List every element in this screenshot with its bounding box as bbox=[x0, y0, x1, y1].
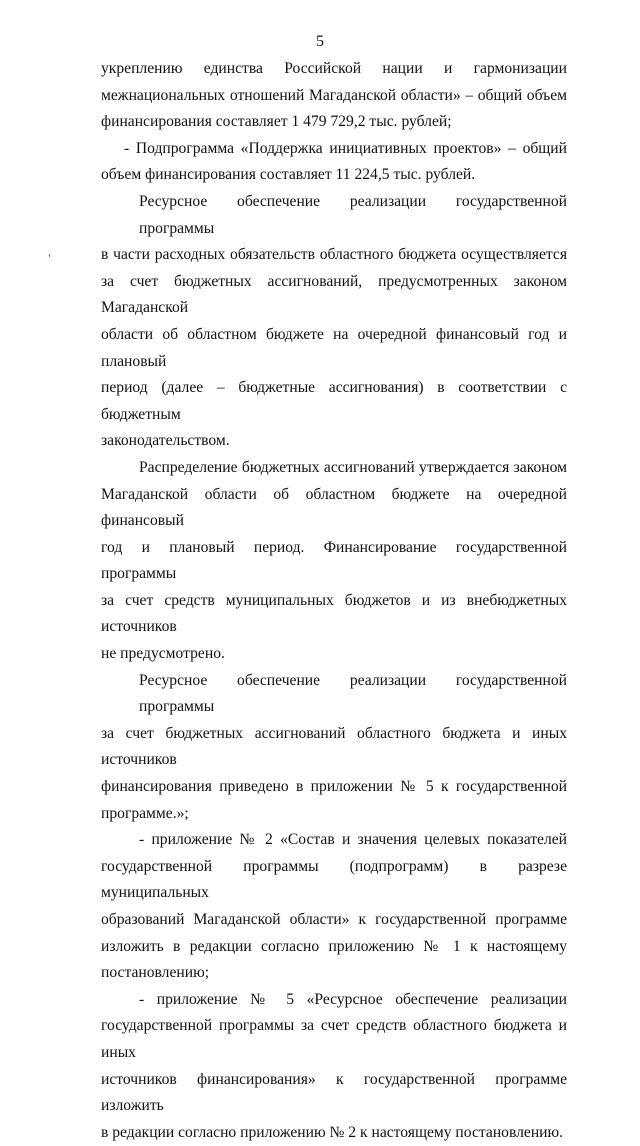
text-line: межнациональных отношений Магаданской области» – общий объем bbox=[101, 86, 567, 104]
paragraph-2 bbox=[101, 136, 567, 189]
text-line: не предусмотрено. bbox=[101, 645, 225, 663]
text-line: постановлению; bbox=[101, 964, 210, 982]
text-line: финансирования приведено в приложении № 5 к государственной bbox=[101, 778, 567, 796]
text-line: источников финансирования» к государственной программе изложить bbox=[101, 1070, 567, 1115]
scan-mark bbox=[49, 254, 50, 257]
text-line: программе.»; bbox=[101, 804, 189, 822]
text-line: финансирования составляет 1 479 729,2 тыс. рублей; bbox=[101, 113, 452, 131]
page-number: 5 bbox=[316, 33, 324, 50]
text-line: области об областном бюджете на очередной финансовый год и плановый bbox=[101, 325, 567, 370]
text-line: Ресурсное обеспечение реализации государственной программы bbox=[139, 192, 567, 237]
paragraph-4 bbox=[101, 455, 567, 668]
text-line: в редакции согласно приложению № 2 к настоящему постановлению. bbox=[101, 1123, 564, 1141]
paragraph-7 bbox=[101, 987, 567, 1146]
text-line: - Подпрограмма «Поддержка инициативных проектов» – общий bbox=[124, 139, 567, 157]
text-line: период (далее – бюджетные ассигнования) в соответствии с бюджетным bbox=[101, 379, 567, 423]
text-line: Распределение бюджетных ассигнований утверждается законом bbox=[139, 458, 567, 476]
text-line: в части расходных обязательств областного бюджета осуществляется bbox=[101, 246, 567, 264]
paragraph-6 bbox=[101, 827, 567, 987]
text-line: Ресурсное обеспечение реализации государственной программы bbox=[139, 671, 567, 716]
paragraph-1 bbox=[101, 56, 567, 136]
text-line: год и плановый период. Финансирование государственной программы bbox=[101, 538, 567, 583]
document-body bbox=[101, 56, 567, 1146]
paragraph-5 bbox=[101, 668, 567, 828]
text-line: Магаданской области об областном бюджете на очередной финансовый bbox=[101, 485, 567, 530]
paragraph-3 bbox=[101, 189, 567, 455]
text-line: за счет бюджетных ассигнований, предусмотренных законом Магаданской bbox=[101, 272, 567, 317]
text-line: - приложение № 5 «Ресурсное обеспечение реализации bbox=[139, 990, 567, 1008]
text-line: за счет бюджетных ассигнований областного бюджета и иных источников bbox=[101, 724, 567, 769]
text-line: объем финансирования составляет 11 224,5 тыс. рублей. bbox=[101, 166, 476, 184]
text-line: - приложение № 2 «Состав и значения целевых показателей bbox=[139, 831, 567, 849]
text-line: за счет средств муниципальных бюджетов и из внебюджетных источников bbox=[101, 591, 567, 636]
text-line: укреплению единства Российской нации и гармонизации bbox=[101, 60, 567, 77]
text-line: образований Магаданской области» к государственной программе bbox=[101, 911, 567, 928]
text-line: изложить в редакции согласно приложению № 1 к настоящему bbox=[101, 937, 567, 955]
text-line: законодательством. bbox=[101, 432, 230, 450]
text-line: государственной программы за счет средств областного бюджета и иных bbox=[101, 1017, 567, 1061]
text-line: государственной программы (подпрограмм) в разрезе муниципальных bbox=[101, 857, 567, 902]
